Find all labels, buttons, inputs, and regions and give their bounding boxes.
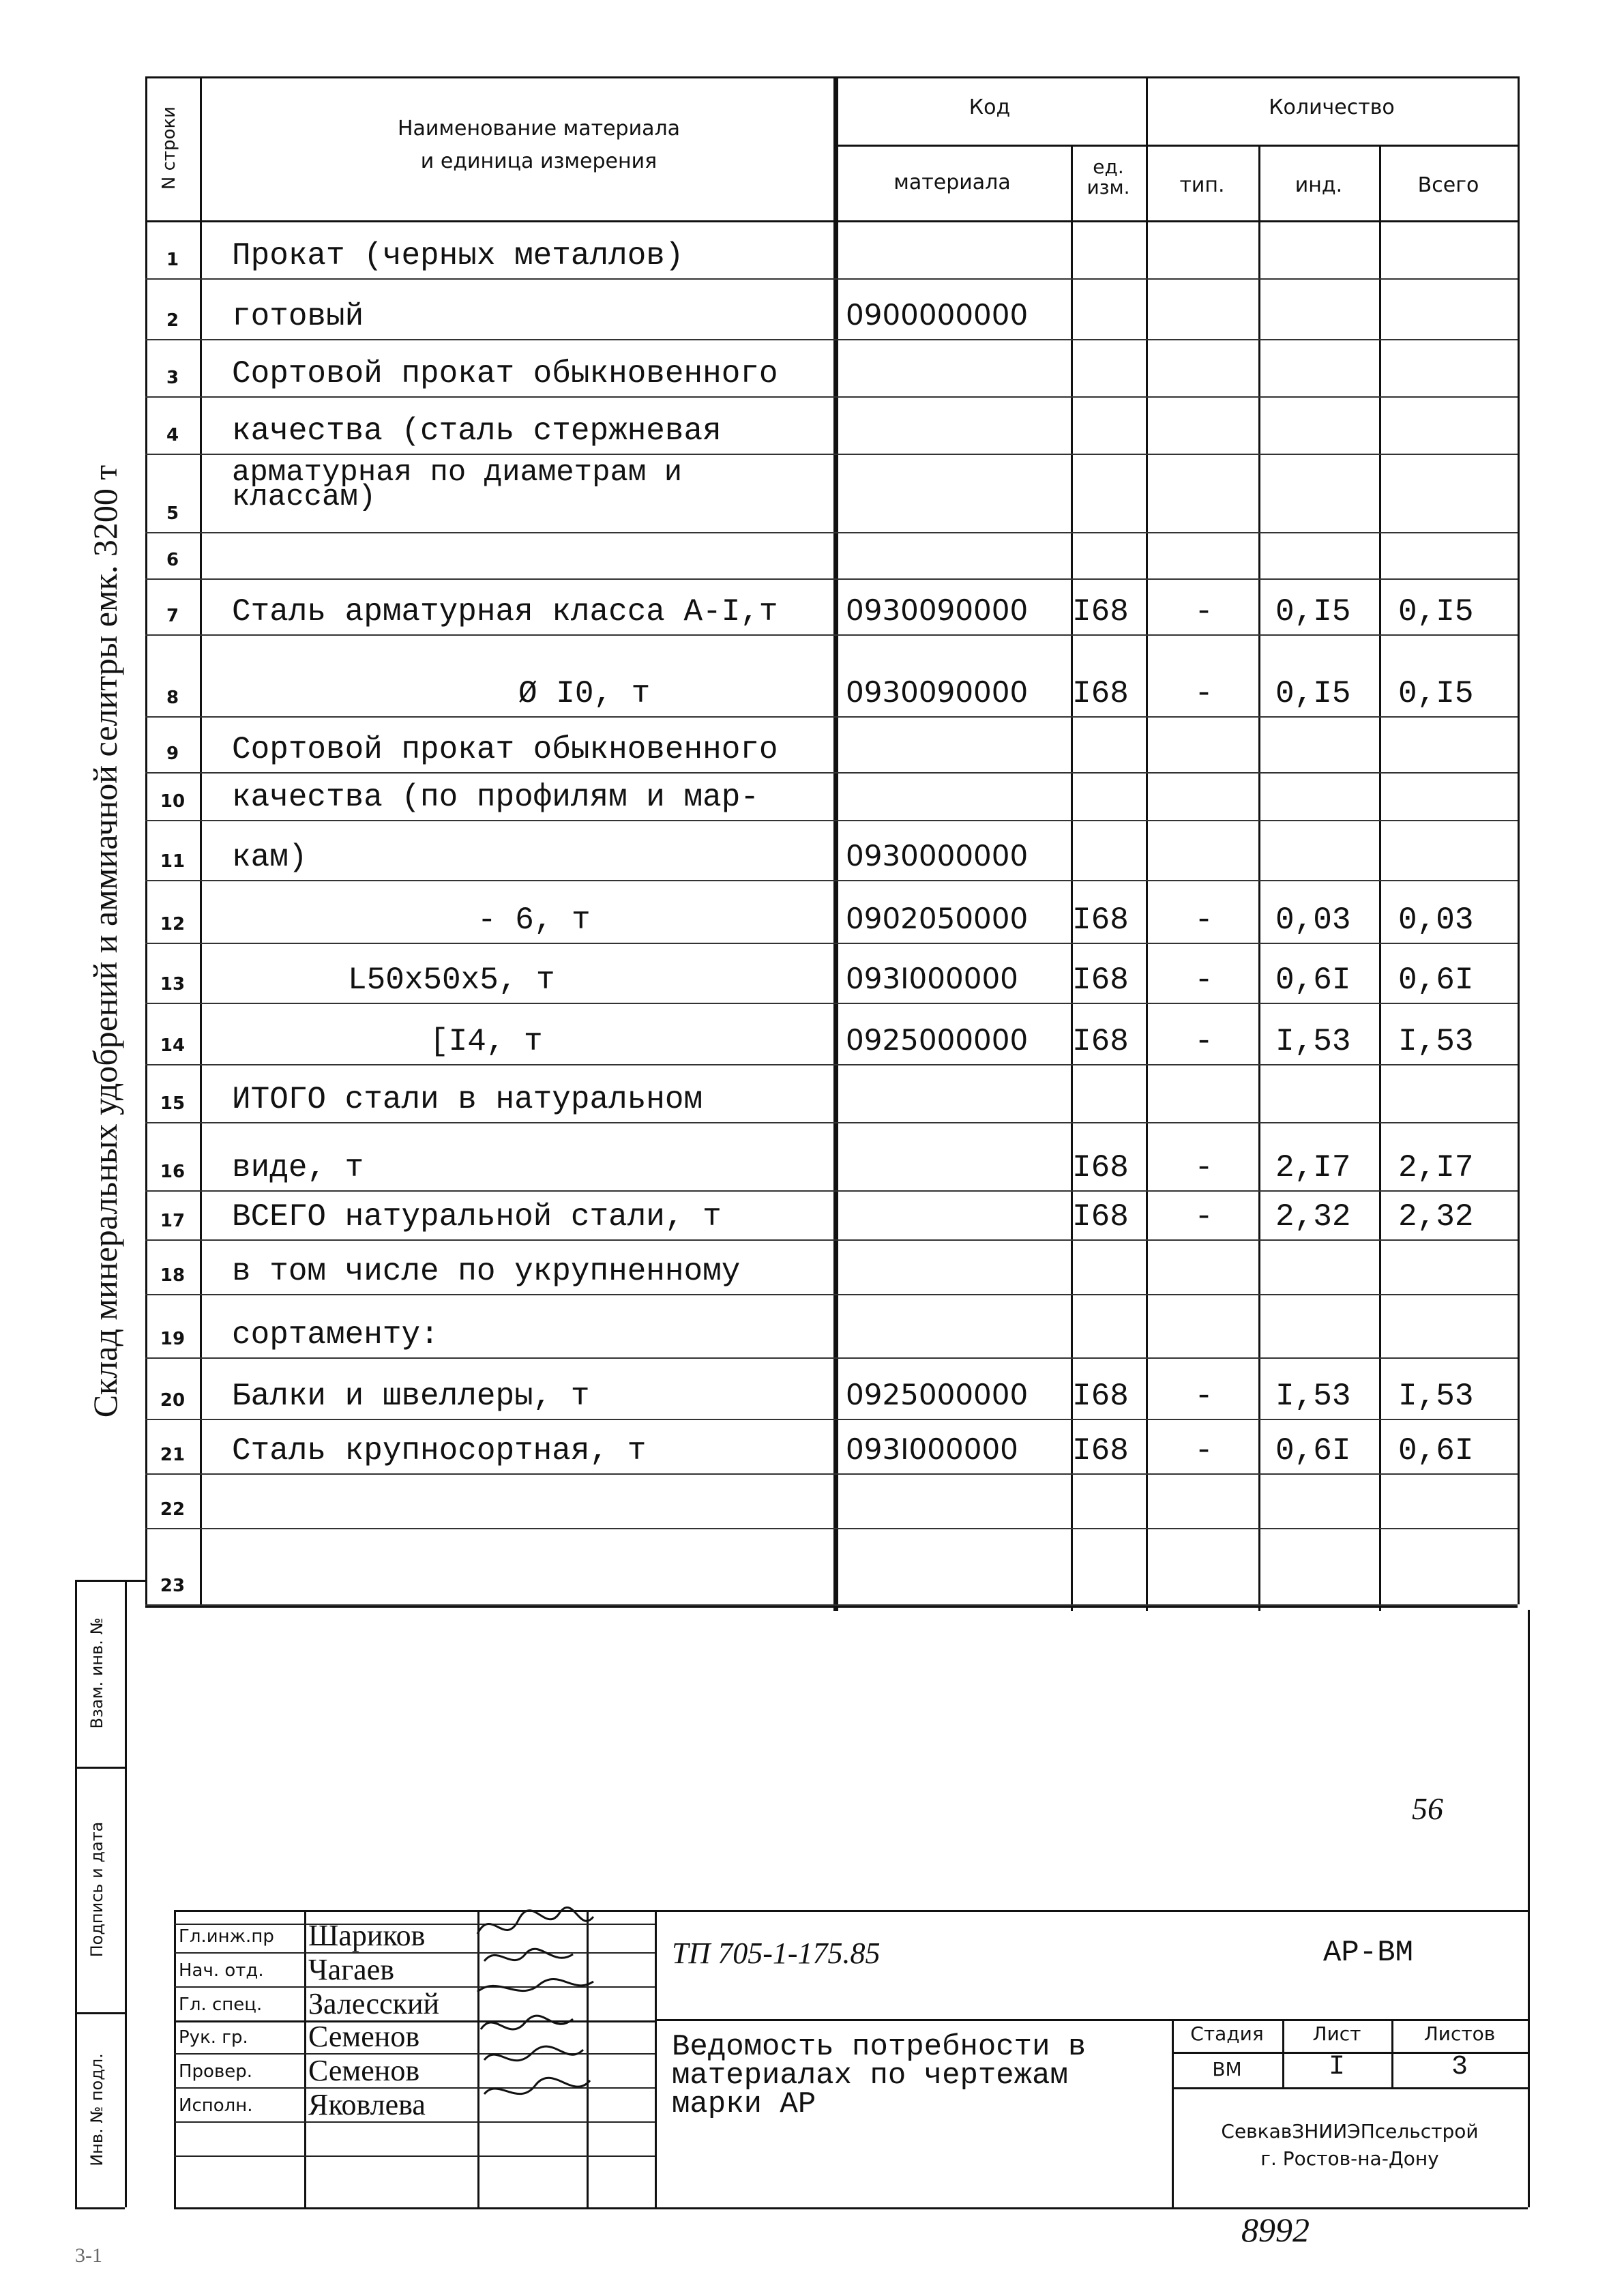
title-role: Рук. гр. [179,2027,248,2048]
row-total: 0,I5 [1398,676,1474,711]
row-number: 12 [160,914,186,934]
row-number: 2 [166,310,179,331]
inv-vzam-label: Взам. инв. № [87,1617,106,1729]
inv-podl-label: Инв. № подл. [87,2053,106,2166]
row-code: 093I000000 [846,962,1018,995]
sheets-value: 3 [1451,2052,1468,2082]
row-total: I,53 [1398,1379,1474,1414]
row-separator [145,1294,1518,1295]
row-name: готовый [232,299,364,334]
row-number: 11 [160,851,186,872]
row-name: [I4, т [430,1024,543,1059]
title-role: Исполн. [179,2095,253,2116]
row-unit: I68 [1072,594,1129,630]
row-typ: - [1194,676,1213,711]
row-number: 20 [160,1390,186,1411]
sign-date-label: Подпись и дата [87,1821,106,1958]
row-typ: - [1194,1199,1213,1235]
sheet-label: Лист [1312,2022,1361,2045]
row-number: 5 [166,503,179,524]
row-separator [145,578,1518,580]
doc-title: Ведомость потребности в материалах по чертежам марки АР [672,2030,1087,2121]
organization: СевкавЗНИИЭПсельстрой г. Ростов-на-Дону [1221,2120,1479,2170]
title-person-name: Шариков [308,1919,426,1952]
row-code: 0930090000 [846,675,1029,709]
row-separator [145,1473,1518,1475]
row-number: 13 [160,974,186,995]
header-qty: Количество [1269,95,1395,119]
row-separator [145,1064,1518,1065]
title-person-name: Чагаев [308,1953,395,1986]
row-unit: I68 [1072,1433,1129,1469]
row-number: 14 [160,1035,186,1056]
row-name: Прокат (черных металлов) [232,238,684,274]
row-unit: I68 [1072,1024,1129,1059]
row-name: Сортовой прокат обыкновенного [232,356,778,392]
row-number: 22 [160,1499,186,1520]
row-ind: I,53 [1275,1024,1351,1059]
row-name: кам) [232,840,308,875]
row-separator [145,634,1518,636]
row-code: 0930000000 [846,839,1029,872]
row-typ: - [1194,594,1213,630]
row-number: 16 [160,1162,186,1182]
row-separator [145,1239,1518,1241]
row-number: 21 [160,1445,186,1465]
row-separator [145,716,1518,718]
row-name: виде, т [232,1150,364,1186]
row-separator [145,1528,1518,1529]
header-code-material: материала [893,171,1011,194]
row-separator [145,820,1518,821]
row-ind: 2,32 [1275,1199,1351,1235]
side-title: Склад минеральных удобрений и аммиачной селитры емк. 3200 т [86,465,124,1418]
row-unit: I68 [1072,1150,1129,1186]
row-number: 9 [166,744,179,764]
header-qty-typ: тип. [1179,173,1225,197]
row-unit: I68 [1072,676,1129,711]
row-code: 093I000000 [846,1432,1018,1466]
row-typ: - [1194,962,1213,998]
row-separator [145,772,1518,774]
title-role: Нач. отд. [179,1960,264,1981]
row-code: 0925000000 [846,1378,1029,1411]
row-ind: 0,I5 [1275,676,1351,711]
row-total: 2,32 [1398,1199,1474,1235]
row-name: - 6, т [477,902,591,938]
row-typ: - [1194,1433,1213,1469]
row-name: в том числе по укрупненному [232,1254,741,1289]
row-code: 0930090000 [846,593,1029,627]
doc-code: ТП 705-1-175.85 [672,1937,881,1970]
row-name: арматурная по диаметрам и классам) [232,456,683,514]
row-number: 7 [166,606,179,626]
row-number: 19 [160,1329,186,1349]
row-separator [145,1003,1518,1004]
sheets-label: Листов [1423,2022,1496,2045]
title-person-name: Яковлева [308,2088,426,2121]
row-ind: I,53 [1275,1379,1351,1414]
row-number: 17 [160,1211,186,1231]
row-code: 0925000000 [846,1023,1029,1057]
row-code: 0900000000 [846,298,1029,332]
row-separator [145,880,1518,881]
row-number: 10 [160,791,186,812]
row-total: 0,6I [1398,1433,1474,1469]
row-total: I,53 [1398,1024,1474,1059]
row-total: 0,I5 [1398,594,1474,630]
row-total: 0,6I [1398,962,1474,998]
sheet-mark: АР-ВМ [1323,1936,1414,1970]
row-separator [145,1357,1518,1359]
row-separator [145,532,1518,533]
row-separator [145,278,1518,280]
row-unit: I68 [1072,1379,1129,1414]
row-separator [145,454,1518,455]
row-number: 1 [166,250,179,270]
header-qty-total: Всего [1417,173,1479,197]
corner-mark: 3-1 [75,2244,102,2267]
row-total: 2,I7 [1398,1150,1474,1186]
row-number: 4 [166,425,179,445]
row-name: качества (сталь стержневая [232,413,722,449]
row-name: ИТОГО стали в натуральном [232,1082,703,1117]
row-ind: 0,6I [1275,962,1351,998]
row-separator [145,339,1518,340]
header-code: Код [969,95,1011,119]
row-separator [145,1122,1518,1123]
title-person-name: Залесский [308,1987,440,2020]
signature-scribbles [471,1907,600,2207]
row-name: качества (по профилям и мар- [232,780,759,815]
page-number: 56 [1412,1791,1443,1826]
header-qty-ind: инд. [1295,173,1343,197]
row-total: 0,03 [1398,902,1474,938]
row-separator [145,943,1518,944]
title-role: Гл. спец. [179,1995,263,2015]
row-ind: 2,I7 [1275,1150,1351,1186]
row-typ: - [1194,1024,1213,1059]
title-role: Провер. [179,2061,253,2082]
stage-label: Стадия [1190,2022,1264,2045]
row-number: 23 [160,1576,186,1596]
stage-value: ВМ [1212,2058,1242,2080]
row-name: сортаменту: [232,1317,439,1353]
title-person-name: Семенов [308,2020,420,2053]
row-separator [145,396,1518,398]
row-number: 3 [166,368,179,388]
header-name: Наименование материала и единица измерения [397,117,681,173]
footer-number: 8992 [1241,2211,1310,2249]
row-number: 15 [160,1093,186,1114]
row-ind: 0,03 [1275,902,1351,938]
row-name: Балки и швеллеры, т [232,1379,590,1414]
row-name: Сортовой прокат обыкновенного [232,732,778,767]
row-typ: - [1194,902,1213,938]
row-separator [145,1190,1518,1192]
row-ind: 0,6I [1275,1433,1351,1469]
title-role: Гл.инж.пр [179,1926,274,1947]
row-name: L50x50x5, т [348,962,555,998]
header-code-unit: ед. изм. [1087,156,1130,198]
row-name: Сталь арматурная класса А-I,т [232,594,778,630]
row-unit: I68 [1072,1199,1129,1235]
row-name: Ø I0, т [518,676,651,711]
row-separator [145,1604,1518,1606]
row-separator [145,1419,1518,1420]
row-unit: I68 [1072,962,1129,998]
sheet-value: I [1328,2052,1345,2082]
row-code: 0902050000 [846,902,1029,935]
row-ind: 0,I5 [1275,594,1351,630]
title-person-name: Семенов [308,2054,420,2087]
row-number: 6 [166,550,179,570]
header-row-no: N строки [159,106,179,190]
row-name: Сталь крупносортная, т [232,1433,647,1469]
row-unit: I68 [1072,902,1129,938]
row-name: ВСЕГО натуральной стали, т [232,1199,722,1235]
row-number: 18 [160,1265,186,1286]
row-typ: - [1194,1150,1213,1186]
row-number: 8 [166,688,179,708]
row-typ: - [1194,1379,1213,1414]
